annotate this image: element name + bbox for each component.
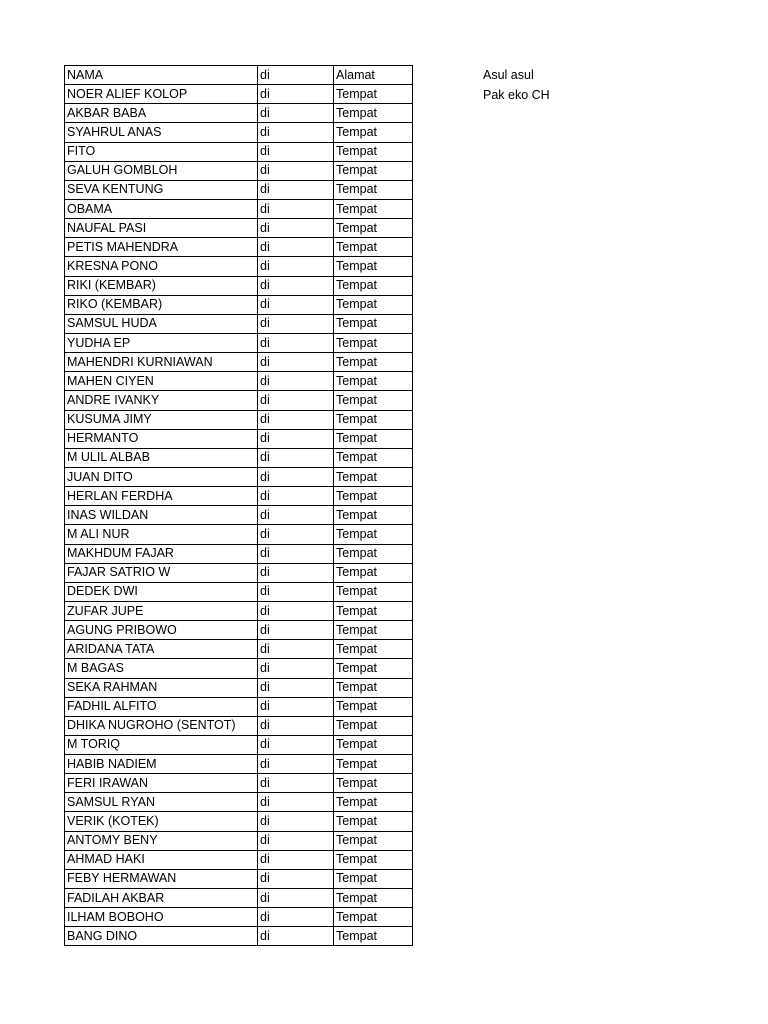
table-header-row <box>65 66 413 85</box>
table-row <box>65 506 413 525</box>
table-row <box>65 889 413 908</box>
cell-di: di <box>258 678 334 697</box>
cell-alamat: Tempat <box>334 525 413 544</box>
cell-nama: BANG DINO <box>65 927 258 946</box>
cell-alamat: Tempat <box>334 391 413 410</box>
cell-nama: HERMANTO <box>65 429 258 448</box>
cell-di: di <box>258 659 334 678</box>
table-row <box>65 697 413 716</box>
cell-di: di <box>258 869 334 888</box>
cell-di: di <box>258 372 334 391</box>
cell-di: di <box>258 391 334 410</box>
name-table <box>64 65 413 946</box>
cell-alamat: Tempat <box>334 793 413 812</box>
table-row <box>65 812 413 831</box>
cell-nama: DEDEK DWI <box>65 582 258 601</box>
cell-nama: JUAN DITO <box>65 467 258 486</box>
cell-alamat: Tempat <box>334 123 413 142</box>
cell-di: di <box>258 621 334 640</box>
cell-di: di <box>258 831 334 850</box>
cell-alamat: Tempat <box>334 621 413 640</box>
cell-alamat: Tempat <box>334 927 413 946</box>
cell-nama: SAMSUL HUDA <box>65 314 258 333</box>
cell-alamat: Tempat <box>334 544 413 563</box>
table-row <box>65 142 413 161</box>
cell-nama: FAJAR SATRIO W <box>65 563 258 582</box>
cell-di: di <box>258 563 334 582</box>
cell-di: di <box>258 697 334 716</box>
cell-di: di <box>258 238 334 257</box>
table-row <box>65 372 413 391</box>
table-row <box>65 582 413 601</box>
cell-di: di <box>258 429 334 448</box>
cell-alamat: Tempat <box>334 142 413 161</box>
cell-di: di <box>258 467 334 486</box>
table-row <box>65 123 413 142</box>
table-row <box>65 678 413 697</box>
cell-alamat: Tempat <box>334 506 413 525</box>
table-body <box>65 66 413 946</box>
cell-di: di <box>258 410 334 429</box>
table-row <box>65 410 413 429</box>
cell-di: di <box>258 85 334 104</box>
side-note-asul: Asul asul <box>483 68 534 82</box>
cell-alamat: Tempat <box>334 180 413 199</box>
cell-di: di <box>258 716 334 735</box>
table-row <box>65 793 413 812</box>
cell-nama: ANDRE IVANKY <box>65 391 258 410</box>
table-row <box>65 238 413 257</box>
table-row <box>65 601 413 620</box>
cell-nama: KRESNA PONO <box>65 257 258 276</box>
cell-alamat: Tempat <box>334 372 413 391</box>
cell-alamat: Tempat <box>334 563 413 582</box>
cell-nama: KUSUMA JIMY <box>65 410 258 429</box>
cell-di: di <box>258 908 334 927</box>
cell-alamat: Tempat <box>334 812 413 831</box>
cell-nama: ILHAM BOBOHO <box>65 908 258 927</box>
cell-di: di <box>258 735 334 754</box>
table-row <box>65 104 413 123</box>
cell-di: di <box>258 812 334 831</box>
side-note-pak-eko: Pak eko CH <box>483 88 550 102</box>
header-alamat: Alamat <box>334 66 413 85</box>
cell-nama: HERLAN FERDHA <box>65 487 258 506</box>
table-row <box>65 621 413 640</box>
cell-di: di <box>258 850 334 869</box>
cell-di: di <box>258 506 334 525</box>
cell-nama: FADILAH AKBAR <box>65 889 258 908</box>
cell-nama: M ALI NUR <box>65 525 258 544</box>
cell-nama: DHIKA NUGROHO (SENTOT) <box>65 716 258 735</box>
cell-nama: INAS WILDAN <box>65 506 258 525</box>
cell-alamat: Tempat <box>334 908 413 927</box>
cell-alamat: Tempat <box>334 353 413 372</box>
cell-alamat: Tempat <box>334 889 413 908</box>
cell-di: di <box>258 487 334 506</box>
cell-di: di <box>258 793 334 812</box>
cell-nama: MAHENDRI KURNIAWAN <box>65 353 258 372</box>
table-row <box>65 544 413 563</box>
cell-alamat: Tempat <box>334 850 413 869</box>
cell-di: di <box>258 257 334 276</box>
cell-alamat: Tempat <box>334 219 413 238</box>
cell-alamat: Tempat <box>334 735 413 754</box>
table-row <box>65 640 413 659</box>
cell-nama: HABIB NADIEM <box>65 755 258 774</box>
cell-nama: FITO <box>65 142 258 161</box>
cell-nama: PETIS MAHENDRA <box>65 238 258 257</box>
cell-nama: M ULIL ALBAB <box>65 448 258 467</box>
cell-nama: NAUFAL PASI <box>65 219 258 238</box>
cell-di: di <box>258 333 334 352</box>
cell-di: di <box>258 544 334 563</box>
cell-nama: MAHEN CIYEN <box>65 372 258 391</box>
cell-alamat: Tempat <box>334 601 413 620</box>
cell-di: di <box>258 927 334 946</box>
cell-nama: RIKO (KEMBAR) <box>65 295 258 314</box>
cell-di: di <box>258 199 334 218</box>
cell-nama: SEKA RAHMAN <box>65 678 258 697</box>
cell-alamat: Tempat <box>334 716 413 735</box>
cell-alamat: Tempat <box>334 448 413 467</box>
cell-nama: ANTOMY BENY <box>65 831 258 850</box>
table-row <box>65 755 413 774</box>
cell-alamat: Tempat <box>334 161 413 180</box>
table-row <box>65 219 413 238</box>
table-row <box>65 333 413 352</box>
cell-nama: M BAGAS <box>65 659 258 678</box>
table-row <box>65 850 413 869</box>
cell-di: di <box>258 353 334 372</box>
cell-di: di <box>258 219 334 238</box>
cell-di: di <box>258 104 334 123</box>
cell-alamat: Tempat <box>334 755 413 774</box>
cell-di: di <box>258 601 334 620</box>
cell-nama: M TORIQ <box>65 735 258 754</box>
cell-nama: SAMSUL RYAN <box>65 793 258 812</box>
cell-di: di <box>258 180 334 199</box>
table-row <box>65 295 413 314</box>
cell-nama: SEVA KENTUNG <box>65 180 258 199</box>
cell-nama: ZUFAR JUPE <box>65 601 258 620</box>
cell-di: di <box>258 123 334 142</box>
table-row <box>65 908 413 927</box>
cell-alamat: Tempat <box>334 659 413 678</box>
cell-nama: ARIDANA TATA <box>65 640 258 659</box>
cell-di: di <box>258 755 334 774</box>
table-row <box>65 429 413 448</box>
table-row <box>65 85 413 104</box>
cell-alamat: Tempat <box>334 774 413 793</box>
cell-di: di <box>258 889 334 908</box>
table-row <box>65 199 413 218</box>
header-nama: NAMA <box>65 66 258 85</box>
cell-nama: FEBY HERMAWAN <box>65 869 258 888</box>
table-row <box>65 467 413 486</box>
cell-nama: AGUNG PRIBOWO <box>65 621 258 640</box>
table-row <box>65 161 413 180</box>
cell-alamat: Tempat <box>334 276 413 295</box>
table-row <box>65 735 413 754</box>
table-row <box>65 659 413 678</box>
cell-nama: NOER ALIEF KOLOP <box>65 85 258 104</box>
table-row <box>65 257 413 276</box>
cell-alamat: Tempat <box>334 410 413 429</box>
cell-alamat: Tempat <box>334 257 413 276</box>
cell-alamat: Tempat <box>334 697 413 716</box>
cell-di: di <box>258 142 334 161</box>
cell-alamat: Tempat <box>334 467 413 486</box>
table-row <box>65 353 413 372</box>
cell-nama: VERIK (KOTEK) <box>65 812 258 831</box>
table-row <box>65 563 413 582</box>
cell-di: di <box>258 161 334 180</box>
cell-alamat: Tempat <box>334 831 413 850</box>
table-row <box>65 276 413 295</box>
header-di: di <box>258 66 334 85</box>
cell-alamat: Tempat <box>334 333 413 352</box>
cell-di: di <box>258 276 334 295</box>
cell-alamat: Tempat <box>334 85 413 104</box>
cell-alamat: Tempat <box>334 487 413 506</box>
table-row <box>65 716 413 735</box>
table-row <box>65 391 413 410</box>
cell-nama: FADHIL ALFITO <box>65 697 258 716</box>
table-row <box>65 448 413 467</box>
cell-di: di <box>258 525 334 544</box>
cell-alamat: Tempat <box>334 295 413 314</box>
cell-alamat: Tempat <box>334 314 413 333</box>
cell-nama: SYAHRUL ANAS <box>65 123 258 142</box>
cell-nama: AKBAR BABA <box>65 104 258 123</box>
cell-di: di <box>258 314 334 333</box>
cell-alamat: Tempat <box>334 238 413 257</box>
table-row <box>65 525 413 544</box>
table-row <box>65 314 413 333</box>
cell-alamat: Tempat <box>334 678 413 697</box>
table-row <box>65 831 413 850</box>
cell-nama: RIKI (KEMBAR) <box>65 276 258 295</box>
cell-nama: GALUH GOMBLOH <box>65 161 258 180</box>
cell-alamat: Tempat <box>334 199 413 218</box>
cell-nama: FERI IRAWAN <box>65 774 258 793</box>
cell-nama: MAKHDUM FAJAR <box>65 544 258 563</box>
cell-di: di <box>258 582 334 601</box>
table-row <box>65 180 413 199</box>
cell-di: di <box>258 295 334 314</box>
cell-di: di <box>258 448 334 467</box>
table-row <box>65 869 413 888</box>
cell-alamat: Tempat <box>334 582 413 601</box>
cell-nama: OBAMA <box>65 199 258 218</box>
table-row <box>65 927 413 946</box>
cell-alamat: Tempat <box>334 429 413 448</box>
cell-alamat: Tempat <box>334 869 413 888</box>
table-row <box>65 774 413 793</box>
cell-di: di <box>258 640 334 659</box>
table-row <box>65 487 413 506</box>
cell-nama: AHMAD HAKI <box>65 850 258 869</box>
cell-alamat: Tempat <box>334 640 413 659</box>
cell-di: di <box>258 774 334 793</box>
cell-alamat: Tempat <box>334 104 413 123</box>
cell-nama: YUDHA EP <box>65 333 258 352</box>
